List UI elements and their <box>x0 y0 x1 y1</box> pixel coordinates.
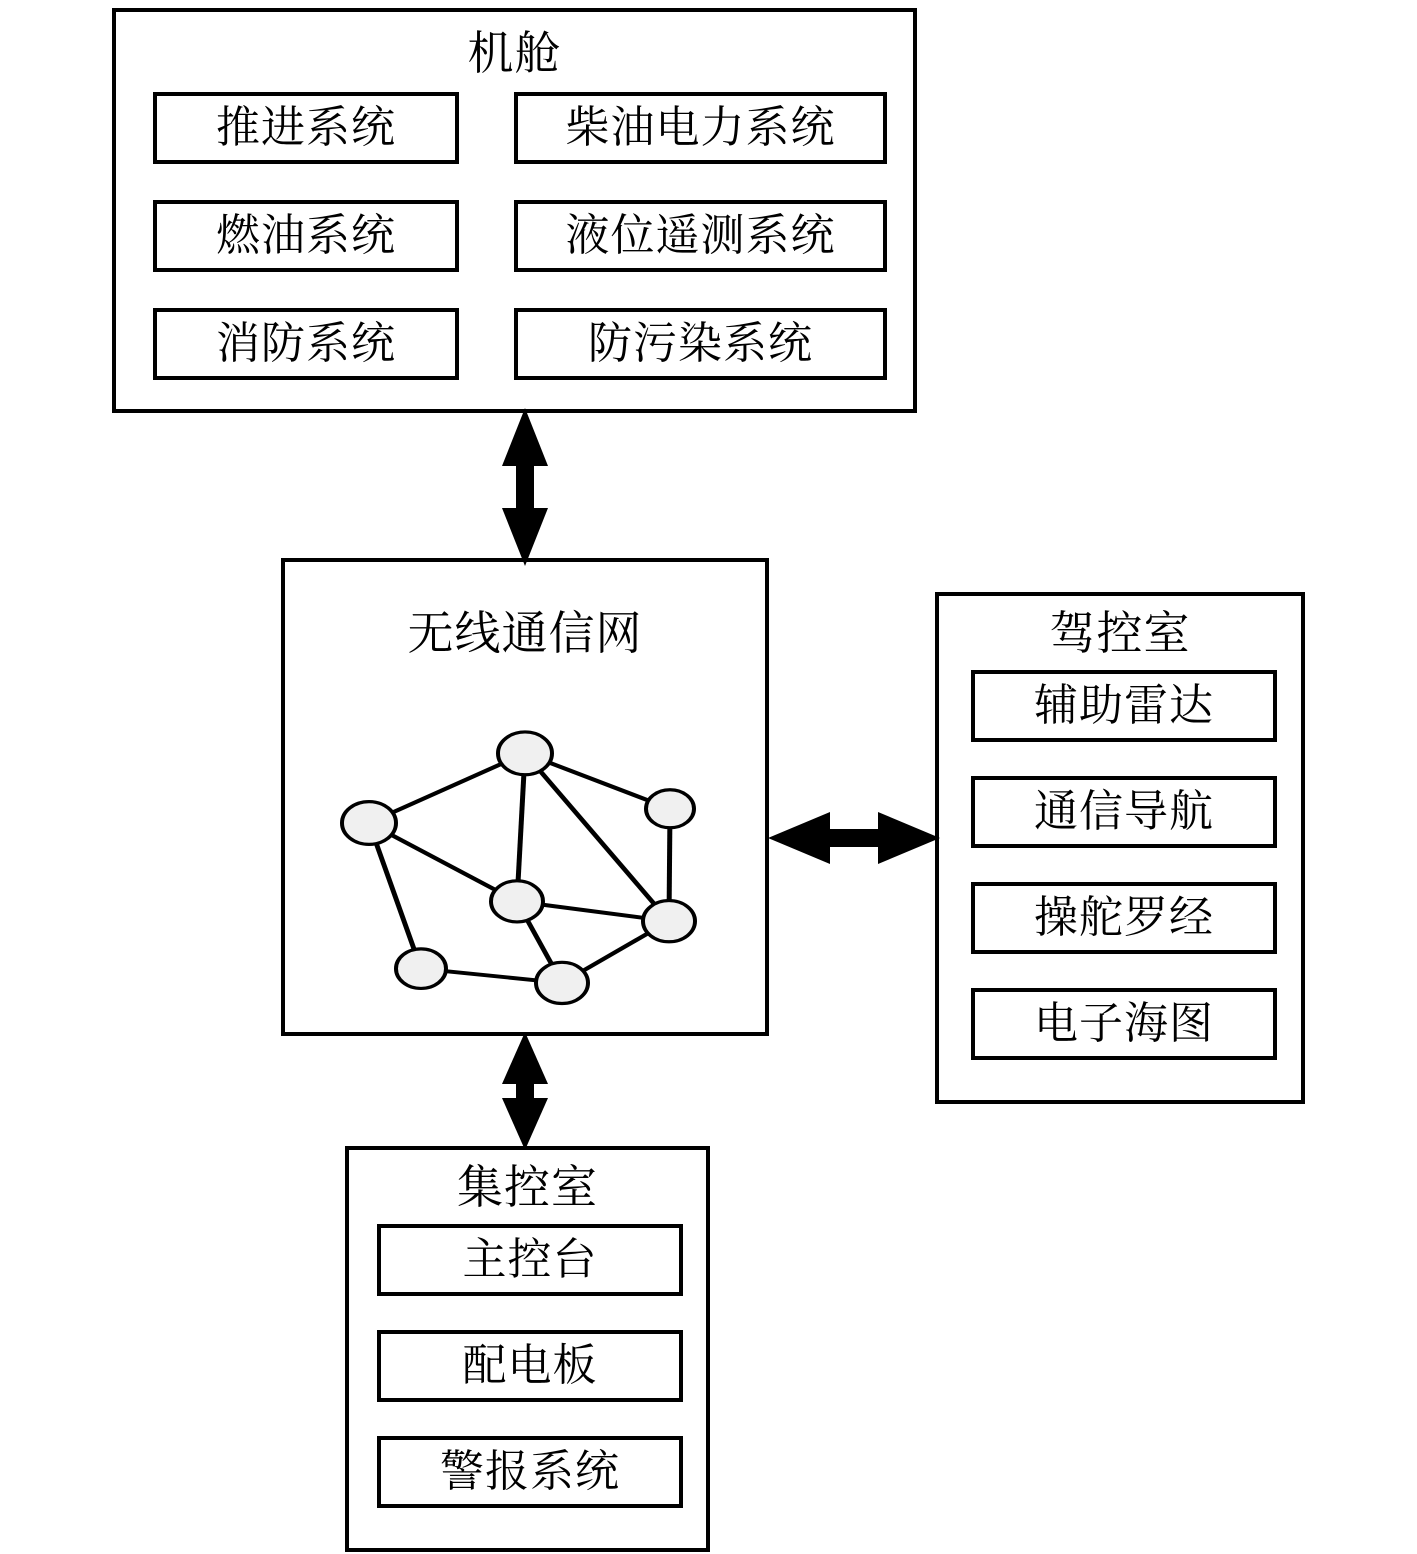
connector-network-to-control-room <box>490 1032 560 1150</box>
item-alarm-system: 警报系统 <box>377 1436 683 1508</box>
group-wireless-network-title <box>285 606 765 660</box>
item-communication-navigation: 通信导航 <box>971 776 1277 848</box>
network-graph <box>285 652 765 1032</box>
group-bridge-title: 驾控室 <box>1049 606 1191 660</box>
network-node <box>396 949 446 989</box>
group-engine-room <box>112 8 917 413</box>
group-bridge <box>935 592 1305 1104</box>
network-node <box>536 962 588 1003</box>
item-anti-pollution-system: 防污染系统 <box>514 308 887 380</box>
item-fuel-system: 燃油系统 <box>153 200 459 272</box>
item-steering-compass: 操舵罗经 <box>971 882 1277 954</box>
group-engine-room-title: 机舱 <box>467 26 562 80</box>
group-control-room-title: 集控室 <box>457 1160 598 1214</box>
item-propulsion-system: 推进系统 <box>153 92 459 164</box>
group-control-room <box>345 1146 710 1552</box>
wireless-network-label: 无线通信网 <box>407 606 643 660</box>
network-node <box>491 881 543 922</box>
group-wireless-network <box>281 558 769 1036</box>
item-diesel-electric-system: 柴油电力系统 <box>514 92 887 164</box>
item-main-console: 主控台 <box>377 1224 683 1296</box>
connector-engine-room-to-network <box>490 408 560 566</box>
network-node <box>646 790 694 828</box>
item-liquid-level-telemetry-system: 液位遥测系统 <box>514 200 887 272</box>
connector-network-to-bridge <box>768 802 940 874</box>
item-electronic-chart: 电子海图 <box>971 988 1277 1060</box>
network-node <box>498 732 552 775</box>
item-fire-fighting-system: 消防系统 <box>153 308 459 380</box>
network-node <box>342 802 396 845</box>
item-auxiliary-radar: 辅助雷达 <box>971 670 1277 742</box>
network-node <box>643 901 695 942</box>
item-distribution-board: 配电板 <box>377 1330 683 1402</box>
